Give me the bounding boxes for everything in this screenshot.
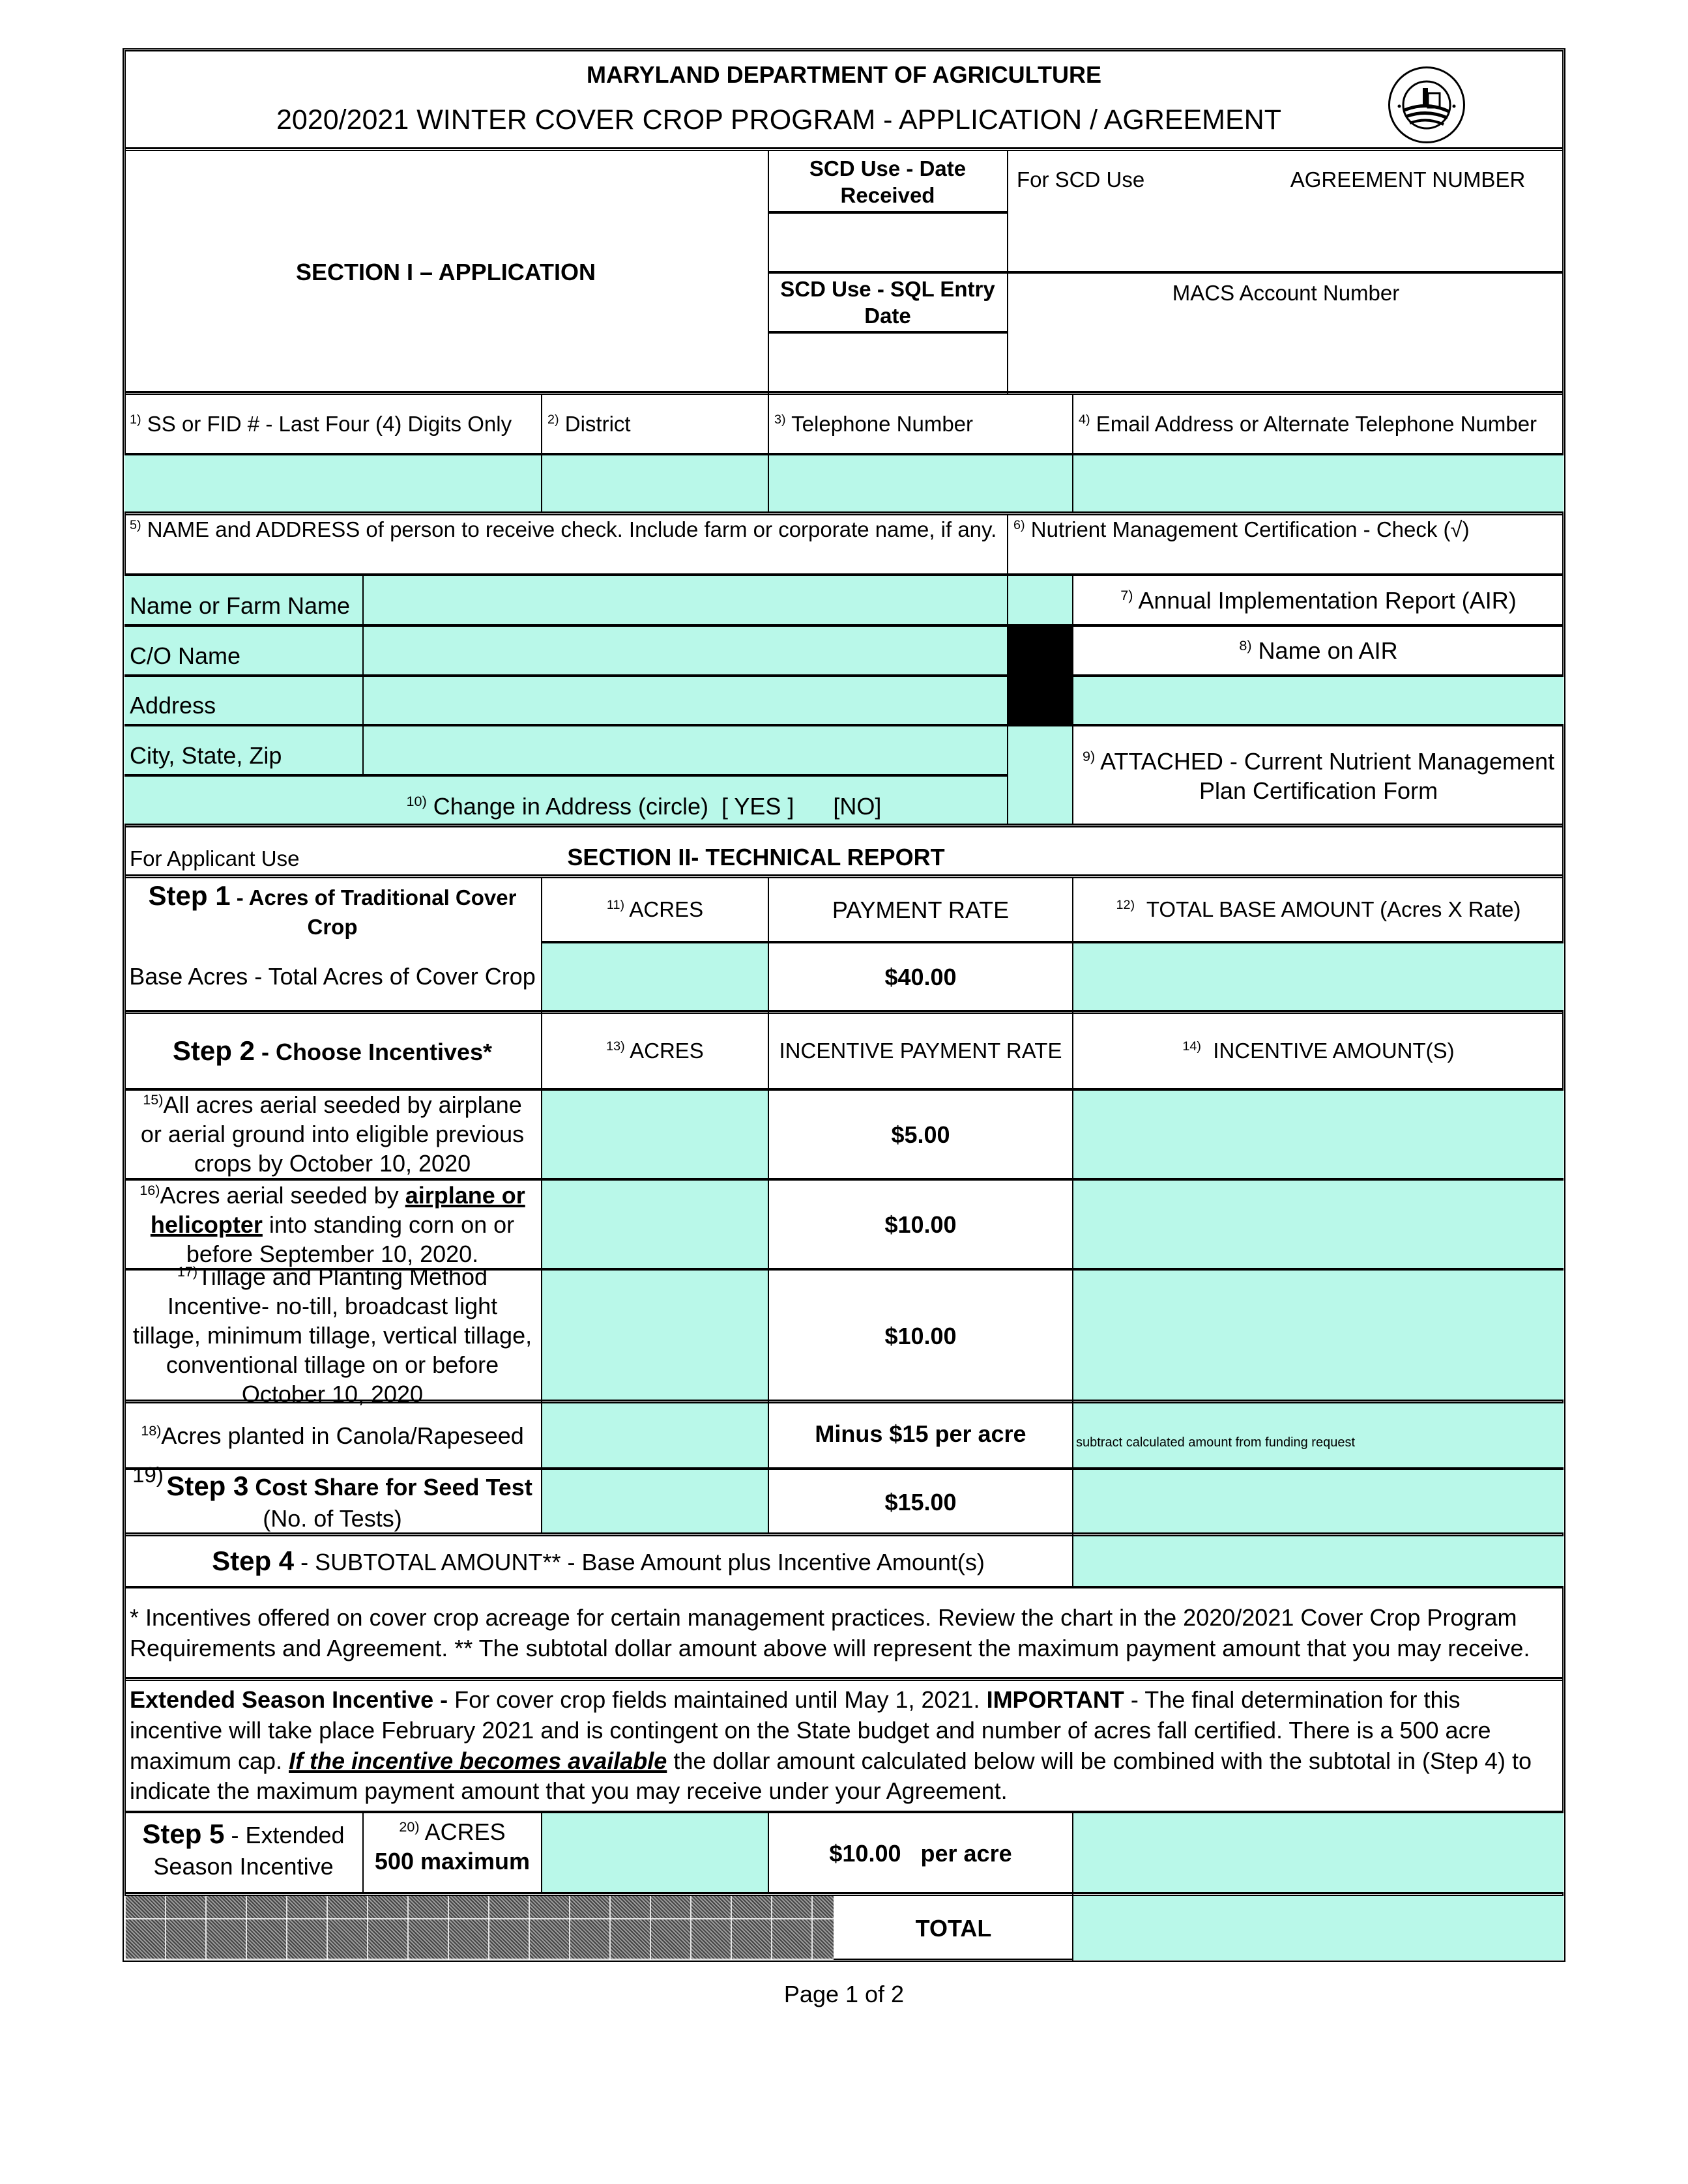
divider (124, 1677, 1564, 1681)
step-2-acres-header: $^{13)}$ ACRES (606, 1039, 704, 1063)
step-1-rate-header: PAYMENT RATE (832, 896, 1010, 923)
air-checkbox[interactable] (1008, 576, 1072, 624)
macs-account-label: MACS Account Number (1172, 281, 1400, 306)
incentive-15-amount-field[interactable] (1073, 1091, 1564, 1178)
incentive-17-amount-field[interactable] (1073, 1271, 1564, 1401)
extended-rate: $10.00 per acre (829, 1839, 1012, 1867)
base-rate-value: $40.00 (884, 963, 957, 990)
divider (1072, 576, 1073, 825)
address-label: Address (124, 677, 362, 724)
incentives-footnote: * Incentives offered on cover crop acreage for certain management practices. Review the chart in the 2020/2021 Cover Crop Program Requirements and Agreement. ** The subtotal dollar amount above will represent the maximum payment amount that you may receive. (130, 1604, 1530, 1661)
mda-seal-icon (1388, 66, 1465, 143)
total-amount-field[interactable] (1073, 1896, 1564, 1960)
section-1-title: SECTION I – APPLICATION (295, 258, 596, 285)
extended-season-text: Extended Season Incentive - For cover crop fields maintained until May 1, 2021. IMPORTANT - The final determination for this incentive will take place February 2021 and is contingent on the State budget and number of acres fall certified. There is a 500 acre maximum cap. If the incentive becomes available the dollar amount calculated below will be combined with the subtotal in (Step 4) to indicate the maximum payment amount that you may receive under your Agreement. (130, 1686, 1532, 1805)
name-on-air-label: $^{8)}$ Name on AIR (1239, 637, 1398, 664)
canola-rate: Minus $15 per acre (815, 1420, 1026, 1447)
subtotal-amount-field[interactable] (1073, 1536, 1564, 1586)
air-label: $^{7)}$ Annual Implementation Report (AIR) (1120, 586, 1517, 614)
agreement-number-label: AGREEMENT NUMBER (1290, 167, 1526, 192)
extended-acres-field[interactable] (542, 1813, 768, 1893)
step-1-total-header: $^{12)}$ TOTAL BASE AMOUNT (Acres X Rate) (1116, 897, 1521, 922)
step-4-heading: Step 4 - SUBTOTAL AMOUNT** - Base Amount plus Incentive Amount(s) (212, 1545, 985, 1576)
telephone-label: $^{3)}$ Telephone Number (774, 412, 974, 437)
seed-test-count-field[interactable] (542, 1470, 768, 1534)
incentive-16-rate: $10.00 (884, 1211, 957, 1238)
macs-account-field[interactable] (1009, 315, 1563, 391)
co-name-field[interactable] (364, 627, 1007, 674)
incentive-rate-header: INCENTIVE PAYMENT RATE (779, 1039, 1062, 1063)
name-on-air-field[interactable] (1073, 677, 1564, 724)
district-field[interactable] (542, 455, 768, 511)
step-3-heading: $^{19)}$ Step 3 Cost Share for Seed Test (No. of Tests) (132, 1463, 532, 1532)
step-2-heading: Step 2 - Choose Incentives* (172, 1035, 493, 1066)
canola-amount-note[interactable]: subtract calculated amount from funding request (1073, 1403, 1564, 1467)
incentive-15-acres-field[interactable] (542, 1091, 768, 1178)
section-2-title: SECTION II- TECHNICAL REPORT (567, 844, 945, 870)
base-acres-label: Base Acres - Total Acres of Cover Crop (129, 962, 536, 990)
address-field[interactable] (364, 677, 1007, 724)
base-acres-field[interactable] (542, 943, 768, 1010)
name-or-farm-label: Name or Farm Name (124, 576, 362, 624)
step-1-acres-header: $^{11)}$ ACRES (606, 897, 704, 922)
attached-nmp-label: $^{9)}$ ATTACHED - Current Nutrient Management Plan Certification Form (1082, 747, 1555, 804)
canola-acres-field[interactable] (542, 1403, 768, 1467)
for-applicant-use-label: For Applicant Use (130, 846, 300, 870)
incentive-17-rate: $10.00 (884, 1322, 957, 1349)
seed-test-rate: $15.00 (884, 1488, 957, 1516)
scd-sql-entry-label: SCD Use - SQL Entry Date (780, 276, 995, 328)
program-title: 2020/2021 WINTER COVER CROP PROGRAM - APPLICATION / AGREEMENT (276, 104, 1282, 136)
total-label: TOTAL (915, 1914, 992, 1942)
incentive-17-label: $^{17)}$Tillage and Planting Method Incentive- no-till, broadcast light tillage, minimum tillage, vertical tillage, conventional tillage on or before October 10, 2020 (132, 1263, 532, 1407)
city-state-zip-field[interactable] (364, 726, 1007, 774)
change-address-yes-option[interactable]: [ YES ] (721, 793, 794, 820)
incentive-16-amount-field[interactable] (1073, 1181, 1564, 1268)
district-label: $^{2)}$ District (547, 412, 631, 437)
email-label: $^{4)}$ Email Address or Alternate Telephone Number (1079, 412, 1537, 437)
attached-nmp-checkbox[interactable] (1008, 726, 1072, 825)
co-name-label: C/O Name (124, 627, 362, 674)
scd-date-received-label: SCD Use - Date Received (809, 156, 967, 207)
total-base-amount-field[interactable] (1073, 943, 1564, 1010)
department-title: MARYLAND DEPARTMENT OF AGRICULTURE (587, 61, 1101, 88)
divider (362, 576, 364, 774)
incentive-15-label: $^{15)}$All acres aerial seeded by airplane or aerial ground into eligible previous crops by October 10, 2020 (140, 1091, 525, 1177)
incentive-16-label: $^{16)}$Acres aerial seeded by airplane or helicopter into standing corn on or before September 10, 2020. (139, 1181, 525, 1267)
email-field[interactable] (1073, 455, 1564, 511)
incentive-16-acres-field[interactable] (542, 1181, 768, 1268)
step-5-acres-header: $^{20)}$ ACRES 500 maximum (374, 1818, 531, 1875)
extended-amount-field[interactable] (1073, 1813, 1564, 1893)
nutrient-cert-label: $^{6)}$ Nutrient Management Certification - Check (√) (1013, 517, 1470, 541)
incentive-15-rate: $5.00 (891, 1121, 950, 1148)
telephone-field[interactable] (769, 455, 1072, 511)
ssn-fid-field[interactable] (124, 455, 541, 511)
scd-date-received-field[interactable] (769, 214, 1006, 271)
divider (124, 824, 1564, 827)
incentive-amount-header: $^{14)}$ INCENTIVE AMOUNT(S) (1182, 1039, 1455, 1063)
scd-sql-entry-field[interactable] (769, 334, 1006, 391)
hatched-blocked-area (124, 1896, 834, 1960)
seed-test-amount-field[interactable] (1073, 1470, 1564, 1534)
agreement-number-field[interactable] (1009, 202, 1563, 270)
ssn-fid-label: $^{1)}$ SS or FID # - Last Four (4) Digits Only (130, 412, 512, 437)
incentive-17-acres-field[interactable] (542, 1271, 768, 1401)
city-state-zip-label: City, State, Zip (124, 726, 362, 774)
name-or-farm-field[interactable] (364, 576, 1007, 624)
page-number: Page 1 of 2 (783, 1980, 905, 2007)
blocked-cell (1008, 625, 1072, 725)
for-scd-use-label: For SCD Use (1017, 167, 1145, 192)
canola-label: $^{18)}$Acres planted in Canola/Rapeseed (141, 1422, 524, 1449)
payee-label: $^{5)}$ NAME and ADDRESS of person to receive check. Include farm or corporate name, if any. (130, 517, 997, 541)
step-5-heading: Step 5 - Extended Season Incentive (142, 1818, 345, 1880)
change-address-no-option[interactable]: [NO] (833, 793, 882, 820)
divider (124, 511, 1564, 515)
step-1-heading: Step 1 - Acres of Traditional Cover Crop (148, 880, 517, 939)
change-address-row: $^{10)}$ Change in Address (circle) [ YES ] [NO] (124, 777, 1007, 825)
